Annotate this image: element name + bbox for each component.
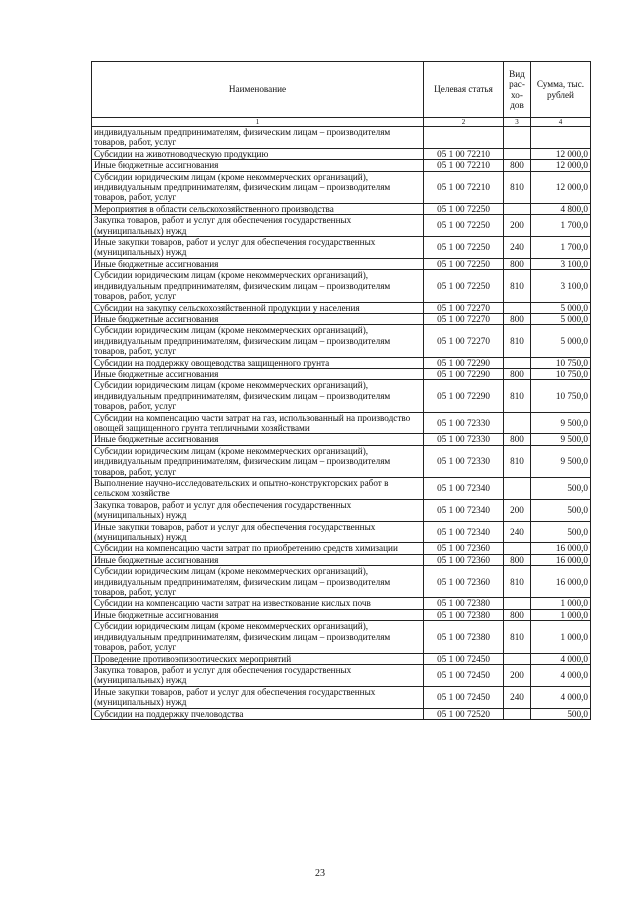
- row-name: Субсидии юридическим лицам (кроме некоммерческих организаций), индивидуальным предпринимателям, физическим лицам – производителям товаров, работ, услуг: [92, 445, 424, 477]
- row-name: Иные бюджетные ассигнования: [92, 313, 424, 324]
- row-type: [504, 543, 531, 554]
- row-sum: 1 000,0: [531, 609, 591, 620]
- budget-table: [91, 61, 591, 720]
- row-sum: 9 500,0: [531, 434, 591, 445]
- header-code: Целевая статья: [424, 62, 504, 118]
- row-name: Закупка товаров, работ и услуг для обеспечения государственных (муниципальных) нужд: [92, 499, 424, 521]
- header-sum: Сумма, тыс. рублей: [531, 62, 591, 118]
- table-row: [92, 148, 591, 159]
- row-name: Иные закупки товаров, работ и услуг для обеспечения государственных (муниципальных) нужд: [92, 237, 424, 259]
- row-name: Мероприятия в области сельскохозяйственного производства: [92, 203, 424, 214]
- row-code: 05 1 00 72210: [424, 171, 504, 203]
- table-row: [92, 237, 591, 259]
- row-code: 05 1 00 72250: [424, 270, 504, 302]
- row-name: Субсидии юридическим лицам (кроме некоммерческих организаций), индивидуальным предпринимателям, физическим лицам – производителям товаров, работ, услуг: [92, 566, 424, 598]
- row-sum: 500,0: [531, 708, 591, 719]
- table-row: [92, 127, 591, 149]
- table-row: [92, 653, 591, 664]
- column-number: 4: [531, 118, 591, 127]
- table-row: [92, 566, 591, 598]
- row-sum: 1 700,0: [531, 237, 591, 259]
- row-type: 240: [504, 521, 531, 543]
- row-code: 05 1 00 72210: [424, 160, 504, 171]
- row-type: 800: [504, 368, 531, 379]
- column-number-row: [92, 118, 591, 127]
- row-sum: 4 000,0: [531, 664, 591, 686]
- table-row: [92, 609, 591, 620]
- header-name: Наименование: [92, 62, 424, 118]
- row-sum: 12 000,0: [531, 160, 591, 171]
- table-row: [92, 686, 591, 708]
- table-row: [92, 171, 591, 203]
- table-row: [92, 521, 591, 543]
- row-type: 200: [504, 664, 531, 686]
- row-sum: 9 500,0: [531, 412, 591, 434]
- row-type: 800: [504, 258, 531, 269]
- table-body: [92, 127, 591, 720]
- row-code: 05 1 00 72340: [424, 478, 504, 500]
- row-code: 05 1 00 72210: [424, 148, 504, 159]
- row-name: Иные закупки товаров, работ и услуг для обеспечения государственных (муниципальных) нужд: [92, 686, 424, 708]
- row-code: 05 1 00 72330: [424, 434, 504, 445]
- row-type: 810: [504, 380, 531, 412]
- row-type: [504, 302, 531, 313]
- row-sum: 1 000,0: [531, 598, 591, 609]
- row-type: [504, 412, 531, 434]
- row-name: Субсидии на компенсацию части затрат на газ, использованный на производство овощей защищенного грунта тепличными хозяйствами: [92, 412, 424, 434]
- row-type: [504, 148, 531, 159]
- table-row: [92, 160, 591, 171]
- row-name: Субсидии юридическим лицам (кроме некоммерческих организаций), индивидуальным предпринимателям, физическим лицам – производителям товаров, работ, услуг: [92, 621, 424, 653]
- row-name: Субсидии юридическим лицам (кроме некоммерческих организаций), индивидуальным предпринимателям, физическим лицам – производителям товаров, работ, услуг: [92, 325, 424, 357]
- row-name: Иные бюджетные ассигнования: [92, 434, 424, 445]
- row-name: Проведение противоэпизоотических мероприятий: [92, 653, 424, 664]
- row-type: 800: [504, 160, 531, 171]
- row-sum: 12 000,0: [531, 148, 591, 159]
- table-row: [92, 412, 591, 434]
- row-name: Иные бюджетные ассигнования: [92, 554, 424, 565]
- row-code: [424, 127, 504, 149]
- row-sum: 3 100,0: [531, 270, 591, 302]
- table-row: [92, 708, 591, 719]
- row-sum: 1 000,0: [531, 621, 591, 653]
- row-name: Субсидии на поддержку пчеловодства: [92, 708, 424, 719]
- row-code: 05 1 00 72290: [424, 368, 504, 379]
- row-sum: 10 750,0: [531, 380, 591, 412]
- column-number: 2: [424, 118, 504, 127]
- row-type: [504, 203, 531, 214]
- row-sum: 16 000,0: [531, 543, 591, 554]
- row-code: 05 1 00 72270: [424, 313, 504, 324]
- table-row: [92, 434, 591, 445]
- row-name: индивидуальным предпринимателям, физическим лицам – производителям товаров, работ, услуг: [92, 127, 424, 149]
- row-code: 05 1 00 72290: [424, 380, 504, 412]
- row-name: Иные закупки товаров, работ и услуг для обеспечения государственных (муниципальных) нужд: [92, 521, 424, 543]
- row-code: 05 1 00 72450: [424, 653, 504, 664]
- table-row: [92, 621, 591, 653]
- row-code: 05 1 00 72450: [424, 664, 504, 686]
- header-row: [92, 62, 591, 118]
- table-row: [92, 258, 591, 269]
- row-code: 05 1 00 72520: [424, 708, 504, 719]
- row-name: Иные бюджетные ассигнования: [92, 160, 424, 171]
- row-code: 05 1 00 72450: [424, 686, 504, 708]
- row-code: 05 1 00 72360: [424, 554, 504, 565]
- row-code: 05 1 00 72270: [424, 325, 504, 357]
- row-sum: 12 000,0: [531, 171, 591, 203]
- row-sum: [531, 127, 591, 149]
- row-code: 05 1 00 72360: [424, 543, 504, 554]
- row-code: 05 1 00 72380: [424, 598, 504, 609]
- row-sum: 16 000,0: [531, 554, 591, 565]
- row-type: [504, 598, 531, 609]
- row-sum: 3 100,0: [531, 258, 591, 269]
- row-type: [504, 357, 531, 368]
- row-name: Выполнение научно-исследовательских и опытно-конструкторских работ в сельском хозяйстве: [92, 478, 424, 500]
- row-name: Субсидии на поддержку овощеводства защищенного грунта: [92, 357, 424, 368]
- row-type: 800: [504, 609, 531, 620]
- table-row: [92, 302, 591, 313]
- row-type: 810: [504, 270, 531, 302]
- row-type: [504, 127, 531, 149]
- column-number: 1: [92, 118, 424, 127]
- table-row: [92, 499, 591, 521]
- row-type: 800: [504, 313, 531, 324]
- budget-table-container: [91, 61, 590, 720]
- row-code: 05 1 00 72250: [424, 203, 504, 214]
- table-row: [92, 357, 591, 368]
- table-row: [92, 270, 591, 302]
- row-type: 810: [504, 621, 531, 653]
- row-code: 05 1 00 72290: [424, 357, 504, 368]
- row-name: Субсидии на животноводческую продукцию: [92, 148, 424, 159]
- table-row: [92, 203, 591, 214]
- row-code: 05 1 00 72250: [424, 215, 504, 237]
- row-type: 810: [504, 171, 531, 203]
- row-name: Иные бюджетные ассигнования: [92, 258, 424, 269]
- table-row: [92, 368, 591, 379]
- row-sum: 1 700,0: [531, 215, 591, 237]
- page-number: 23: [315, 868, 325, 879]
- row-sum: 4 000,0: [531, 686, 591, 708]
- row-code: 05 1 00 72250: [424, 258, 504, 269]
- row-type: 240: [504, 686, 531, 708]
- row-code: 05 1 00 72250: [424, 237, 504, 259]
- table-row: [92, 664, 591, 686]
- row-sum: 500,0: [531, 499, 591, 521]
- row-name: Субсидии на компенсацию части затрат на известкование кислых почв: [92, 598, 424, 609]
- row-code: 05 1 00 72270: [424, 302, 504, 313]
- row-type: [504, 653, 531, 664]
- row-type: 810: [504, 325, 531, 357]
- row-name: Закупка товаров, работ и услуг для обеспечения государственных (муниципальных) нужд: [92, 664, 424, 686]
- row-type: 200: [504, 499, 531, 521]
- row-sum: 10 750,0: [531, 357, 591, 368]
- row-sum: 5 000,0: [531, 302, 591, 313]
- table-row: [92, 215, 591, 237]
- row-code: 05 1 00 72380: [424, 621, 504, 653]
- row-sum: 9 500,0: [531, 445, 591, 477]
- table-row: [92, 325, 591, 357]
- row-sum: 4 000,0: [531, 653, 591, 664]
- row-name: Субсидии юридическим лицам (кроме некоммерческих организаций), индивидуальным предпринимателям, физическим лицам – производителям товаров, работ, услуг: [92, 380, 424, 412]
- table-row: [92, 313, 591, 324]
- table-row: [92, 445, 591, 477]
- row-type: [504, 478, 531, 500]
- row-name: Субсидии на закупку сельскохозяйственной продукции у населения: [92, 302, 424, 313]
- row-sum: 10 750,0: [531, 368, 591, 379]
- row-sum: 500,0: [531, 521, 591, 543]
- row-name: Закупка товаров, работ и услуг для обеспечения государственных (муниципальных) нужд: [92, 215, 424, 237]
- row-sum: 16 000,0: [531, 566, 591, 598]
- row-code: 05 1 00 72340: [424, 521, 504, 543]
- row-type: 200: [504, 215, 531, 237]
- table-row: [92, 543, 591, 554]
- row-code: 05 1 00 72330: [424, 445, 504, 477]
- row-name: Иные бюджетные ассигнования: [92, 368, 424, 379]
- row-type: [504, 708, 531, 719]
- row-type: 810: [504, 566, 531, 598]
- row-type: 240: [504, 237, 531, 259]
- row-type: 800: [504, 434, 531, 445]
- row-sum: 5 000,0: [531, 325, 591, 357]
- table-row: [92, 380, 591, 412]
- table-row: [92, 554, 591, 565]
- row-name: Субсидии на компенсацию части затрат по приобретению средств химизации: [92, 543, 424, 554]
- row-name: Иные бюджетные ассигнования: [92, 609, 424, 620]
- table-row: [92, 598, 591, 609]
- row-name: Субсидии юридическим лицам (кроме некоммерческих организаций), индивидуальным предпринимателям, физическим лицам – производителям товаров, работ, услуг: [92, 171, 424, 203]
- row-type: 800: [504, 554, 531, 565]
- column-number: 3: [504, 118, 531, 127]
- row-code: 05 1 00 72340: [424, 499, 504, 521]
- row-sum: 500,0: [531, 478, 591, 500]
- row-sum: 5 000,0: [531, 313, 591, 324]
- row-code: 05 1 00 72380: [424, 609, 504, 620]
- row-code: 05 1 00 72330: [424, 412, 504, 434]
- row-type: 810: [504, 445, 531, 477]
- row-sum: 4 800,0: [531, 203, 591, 214]
- header-type: Вид рас- хо- дов: [504, 62, 531, 118]
- row-name: Субсидии юридическим лицам (кроме некоммерческих организаций), индивидуальным предпринимателям, физическим лицам – производителям товаров, работ, услуг: [92, 270, 424, 302]
- row-code: 05 1 00 72360: [424, 566, 504, 598]
- table-row: [92, 478, 591, 500]
